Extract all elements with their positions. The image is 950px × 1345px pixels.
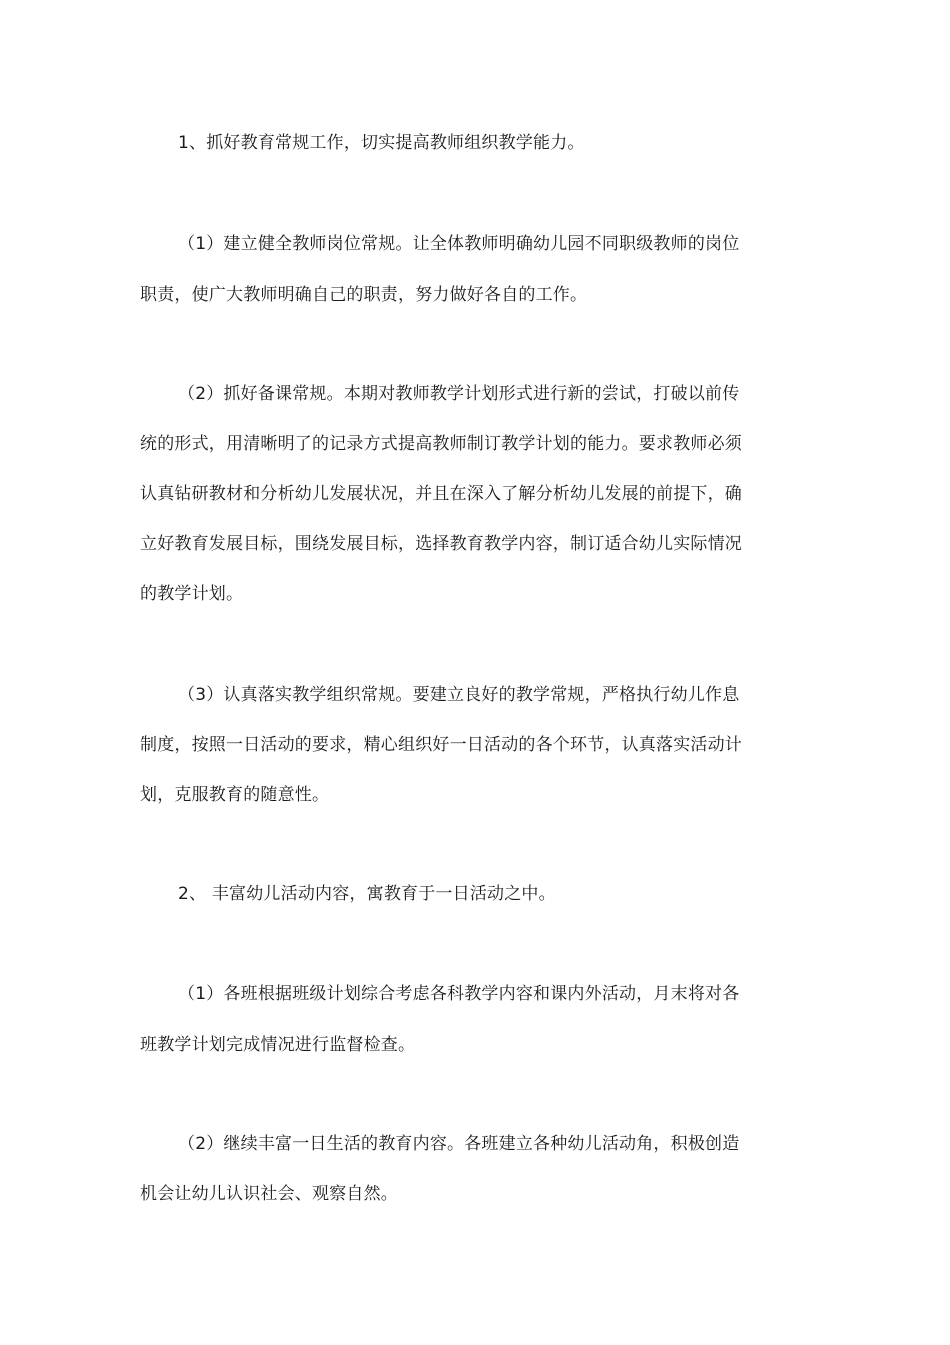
paragraph-3-line-2: 制度，按照一日活动的要求，精心组织好一日活动的各个环节，认真落实活动计 <box>140 735 742 755</box>
paragraph-4-line-1: （1）各班根据班级计划综合考虑各科教学内容和课内外活动，月末将对各 <box>178 984 740 1004</box>
paragraph-2-line-2: 统的形式，用清晰明了的记录方式提高教师制订教学计划的能力。要求教师必须 <box>140 434 742 454</box>
section-heading-1: 1、抓好教育常规工作，切实提高教师组织教学能力。 <box>178 133 585 153</box>
section-heading-2: 2、 丰富幼儿活动内容，寓教育于一日活动之中。 <box>178 884 556 904</box>
paragraph-5-line-2: 机会让幼儿认识社会、观察自然。 <box>140 1184 398 1204</box>
paragraph-1-line-2: 职责，使广大教师明确自己的职责，努力做好各自的工作。 <box>140 285 588 305</box>
paragraph-5-line-1: （2）继续丰富一日生活的教育内容。各班建立各种幼儿活动角，积极创造 <box>178 1134 740 1154</box>
paragraph-4-line-2: 班教学计划完成情况进行监督检查。 <box>140 1035 416 1055</box>
paragraph-1-line-1: （1）建立健全教师岗位常规。让全体教师明确幼儿园不同职级教师的岗位 <box>178 234 740 254</box>
paragraph-2-line-1: （2）抓好备课常规。本期对教师教学计划形式进行新的尝试，打破以前传 <box>178 384 740 404</box>
paragraph-2-line-3: 认真钻研教材和分析幼儿发展状况，并且在深入了解分析幼儿发展的前提下，确 <box>140 484 742 504</box>
paragraph-2-line-4: 立好教育发展目标，围绕发展目标，选择教育教学内容，制订适合幼儿实际情况 <box>140 534 742 554</box>
paragraph-2-line-5: 的教学计划。 <box>140 584 244 604</box>
paragraph-3-line-1: （3）认真落实教学组织常规。要建立良好的教学常规，严格执行幼儿作息 <box>178 685 740 705</box>
paragraph-3-line-3: 划，克服教育的随意性。 <box>140 785 330 805</box>
